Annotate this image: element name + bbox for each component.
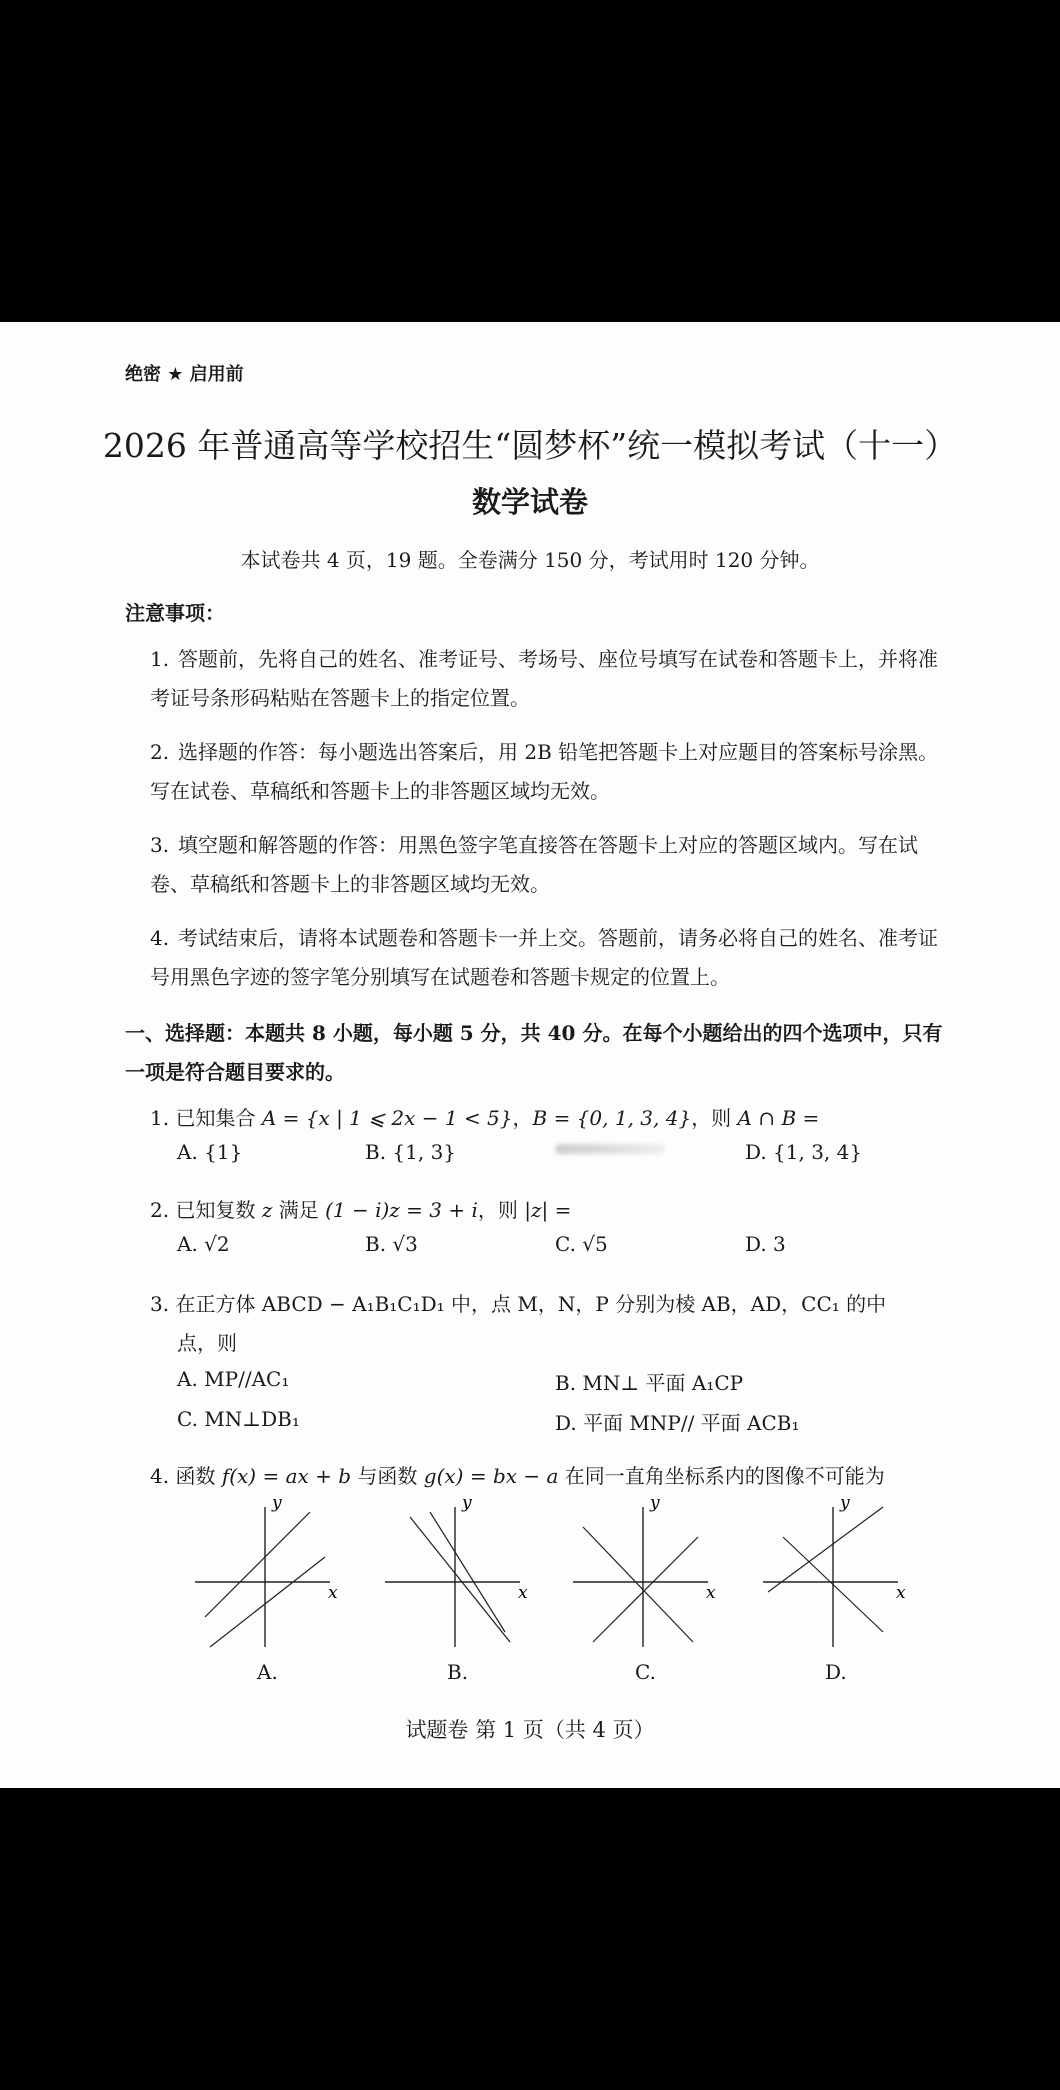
- question-1-stem: [150, 1102, 819, 1131]
- option-a: A. {1}: [177, 1140, 243, 1164]
- note-item: [150, 733, 940, 811]
- graph-label-a: A.: [257, 1660, 278, 1684]
- line-1: [583, 1527, 693, 1642]
- stem-text: 在正方体 ABCD − A₁B₁C₁D₁ 中，点 M，N，P 分别为棱 AB，AD，CC₁ 的中: [175, 1292, 887, 1316]
- stem-math: A ∩ B =: [737, 1106, 820, 1130]
- blurred-option-c: [555, 1144, 665, 1154]
- stem-math: A = {x | 1 ⩽ 2x − 1 < 5}: [261, 1106, 513, 1130]
- option-b: B. {1, 3}: [365, 1140, 457, 1164]
- line-2: [210, 1557, 325, 1647]
- note-item: [150, 919, 940, 997]
- stem-math: g(x) = bx − a: [423, 1464, 559, 1488]
- x-axis-label: x: [518, 1583, 528, 1603]
- graph-c: [568, 1492, 718, 1652]
- x-axis-label: x: [328, 1583, 338, 1603]
- line-2: [430, 1512, 505, 1632]
- note-number: 1.: [150, 647, 170, 671]
- question-3-stem-cont: 点，则: [177, 1331, 237, 1355]
- confidential-label: 绝密 ★ 启用前: [125, 364, 244, 385]
- question-4-stem: [150, 1460, 885, 1489]
- option-d: D. {1, 3, 4}: [745, 1140, 863, 1164]
- y-axis-label: y: [272, 1493, 282, 1513]
- question-number: 4.: [150, 1464, 170, 1488]
- line-2: [593, 1537, 698, 1642]
- note-item: [150, 826, 940, 904]
- question-number: 1.: [150, 1106, 170, 1130]
- x-axis-label: x: [706, 1583, 716, 1603]
- stem-text: ，则: [691, 1106, 738, 1130]
- section-heading: 一、选择题：本题共 8 小题，每小题 5 分，共 40 分。在每个小题给出的四个选项中，只有一项是符合题目要求的。: [125, 1021, 943, 1084]
- stem-math: |z| =: [524, 1198, 572, 1222]
- stem-text: ，则: [477, 1198, 525, 1222]
- option-c: C. √5: [555, 1232, 608, 1256]
- option-a: A. MP//AC₁: [177, 1367, 290, 1391]
- page-footer: 试题卷 第 1 页（共 4 页）: [405, 1718, 655, 1742]
- stem-text: ，: [512, 1106, 533, 1130]
- x-axis-label: x: [896, 1583, 906, 1603]
- exam-subtitle: 数学试卷: [471, 485, 588, 519]
- note-number: 3.: [150, 833, 170, 857]
- note-item: [150, 640, 940, 718]
- stem-text: 在同一直角坐标系内的图像不可能为: [558, 1464, 885, 1488]
- line-1: [205, 1512, 310, 1617]
- graph-label-d: D.: [825, 1660, 847, 1684]
- line-1: [768, 1507, 883, 1592]
- graph-label-b: B.: [447, 1660, 469, 1684]
- note-text: 选择题的作答：每小题选出答案后，用 2B 铅笔把答题卡上对应题目的答案标号涂黑。写在试卷、草稿纸和答题卡上的非答题区域均无效。: [150, 740, 939, 803]
- option-b: B. MN⊥ 平面 A₁CP: [555, 1371, 744, 1395]
- stem-text: 满足: [272, 1198, 326, 1222]
- question-2-stem: [150, 1194, 571, 1223]
- notes-heading: 注意事项：: [125, 601, 225, 625]
- exam-page: [0, 322, 1060, 1788]
- line-1: [410, 1517, 510, 1642]
- stem-math: B = {0, 1, 3, 4}: [532, 1106, 692, 1130]
- stem-text: 函数: [175, 1464, 222, 1488]
- stem-math: (1 − i)z = 3 + i: [325, 1198, 478, 1222]
- stem-text: 与函数: [351, 1464, 424, 1488]
- option-a: A. √2: [177, 1232, 230, 1256]
- note-number: 2.: [150, 740, 170, 764]
- graph-b: [380, 1492, 530, 1652]
- question-number: 2.: [150, 1198, 170, 1222]
- note-number: 4.: [150, 926, 170, 950]
- exam-description: 本试卷共 4 页，19 题。全卷满分 150 分，考试用时 120 分钟。: [240, 548, 820, 572]
- y-axis-label: y: [462, 1493, 472, 1513]
- note-text: 考试结束后，请将本试题卷和答题卡一并上交。答题前，请务必将自己的姓名、准考证号用黑色字迹的签字笔分别填写在试题卷和答题卡规定的位置上。: [150, 926, 938, 989]
- option-c: C. MN⊥DB₁: [177, 1407, 300, 1431]
- question-3-stem: [150, 1288, 886, 1317]
- option-d: D. 3: [745, 1232, 786, 1256]
- stem-math: f(x) = ax + b: [221, 1464, 352, 1488]
- option-d: D. 平面 MNP// 平面 ACB₁: [555, 1411, 800, 1435]
- exam-title: 2026 年普通高等学校招生“圆梦杯”统一模拟考试（十一）: [102, 426, 958, 465]
- graph-d: [758, 1492, 908, 1652]
- y-axis-label: y: [840, 1493, 850, 1513]
- graph-label-c: C.: [635, 1660, 656, 1684]
- y-axis-label: y: [650, 1493, 660, 1513]
- stem-math: z: [261, 1198, 273, 1222]
- stem-text: 已知复数: [175, 1198, 262, 1222]
- question-number: 3.: [150, 1292, 170, 1316]
- stem-text: 已知集合: [175, 1106, 262, 1130]
- option-b: B. √3: [365, 1232, 418, 1256]
- note-text: 填空题和解答题的作答：用黑色签字笔直接答在答题卡上对应的答题区域内。写在试卷、草稿纸和答题卡上的非答题区域均无效。: [150, 833, 918, 896]
- graph-a: [190, 1492, 340, 1652]
- note-text: 答题前，先将自己的姓名、准考证号、考场号、座位号填写在试卷和答题卡上，并将准考证号条形码粘贴在答题卡上的指定位置。: [150, 647, 938, 710]
